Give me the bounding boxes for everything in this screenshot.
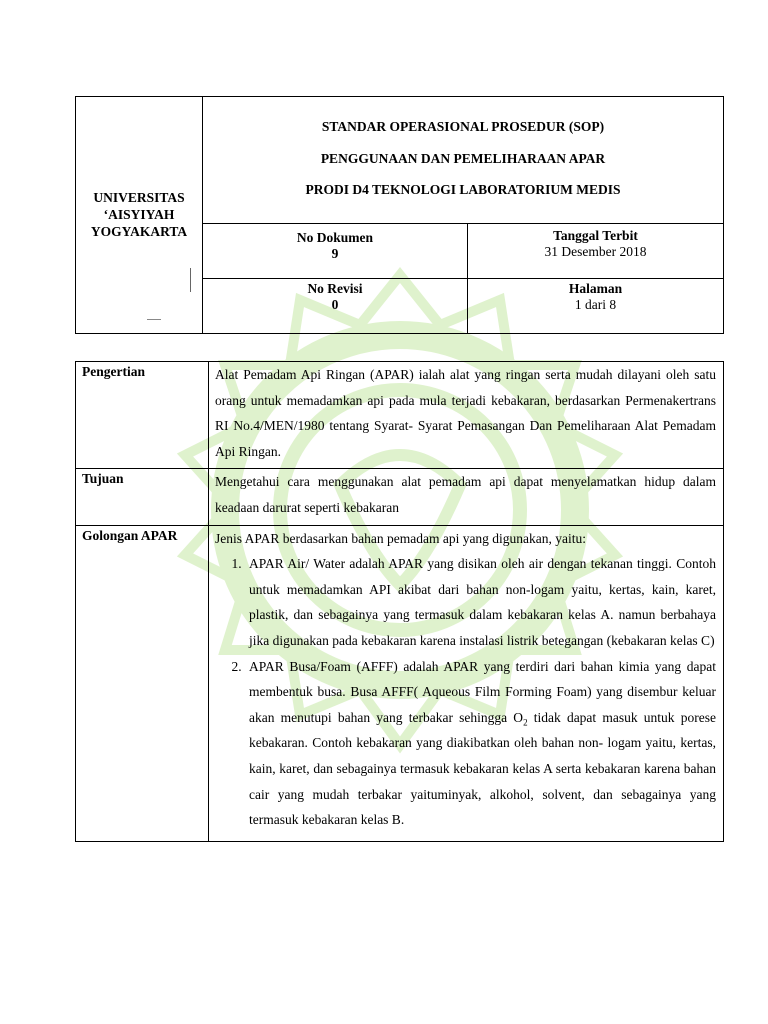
document-subtitle: PENGGUNAAN DAN PEMELIHARAAN APAR (320, 151, 606, 166)
institution-line-3: YOGYAKARTA (90, 223, 188, 239)
definition-text: Alat Pemadam Api Ringan (APAR) ialah alat yang ringan serta mudah dilayani oleh satu orang untuk memadamkan api pada mula terjadi kebakaran, berdasarkan Permenakertrans RI No.4/MEN/1980 tentang Syarat- Syarat Pemasangan Dan Pemeliharaan Alat Pemadam Api Ringan. (215, 367, 716, 459)
oxygen-subscript: 2 (523, 717, 528, 728)
list-item (245, 654, 716, 833)
sop-content-table (75, 361, 724, 842)
apar-foam-text-a: APAR Busa/Foam (AFFF) adalah APAR yang terdiri dari bahan kimia yang dapat membentuk busa. Busa AFFF( Aqueous Film Forming Foam) yang disembur keluar akan menutupi bahan yang terbakar sehingga O (249, 658, 716, 725)
list-item (245, 551, 716, 653)
definition-text-cell (209, 362, 724, 469)
revision-number-cell (203, 279, 468, 334)
apar-foam-text-b: tidak dapat masuk untuk porese kebakaran. Contoh kebakaran yang diakibatkan oleh bahan non- logam yaitu, kertas, kain, karet, dan sebagainya termasuk kebakaran kelas A serta kebakaran karena bahan cair yang mudah terbakar yaituminyak, alkohol, solvent, dan sebagainya yang termasuk kebakaran kelas B. (249, 709, 716, 828)
issue-date-value: 31 Desember 2018 (544, 244, 647, 259)
definition-row (76, 362, 724, 469)
institution-cell (76, 97, 203, 334)
apar-types-list (215, 551, 716, 833)
document-title: STANDAR OPERASIONAL PROSEDUR (SOP) (321, 119, 605, 134)
institution-line-2: ‘AISYIYAH (103, 206, 175, 222)
issue-date-label: Tanggal Terbit (553, 228, 638, 243)
purpose-row (76, 469, 724, 525)
apar-types-text-cell (209, 525, 724, 841)
purpose-text: Mengetahui cara menggunakan alat pemadam api dapat menyelamatkan hidup dalam keadaan darurat seperti kebakaran (215, 474, 716, 515)
page-number-cell (468, 279, 724, 334)
purpose-label: Tujuan (76, 469, 209, 525)
purpose-text-cell (209, 469, 724, 525)
apar-types-intro: Jenis APAR berdasarkan bahan pemadam api yang digunakan, yaitu: (215, 530, 587, 546)
program-name: PRODI D4 TEKNOLOGI LABORATORIUM MEDIS (305, 182, 621, 197)
page-number-value: 1 dari 8 (574, 297, 617, 312)
document-number-cell (203, 224, 468, 279)
document-title-cell (203, 97, 724, 224)
apar-types-row (76, 525, 724, 841)
document-number-value: 9 (331, 246, 339, 261)
institution-line-1: UNIVERSITAS (93, 189, 185, 205)
issue-date-cell (468, 224, 724, 279)
logo-remnant-line (190, 268, 191, 292)
revision-number-value: 0 (331, 297, 339, 312)
apar-water-text: APAR Air/ Water adalah APAR yang disikan oleh air dengan tekanan tinggi. Contoh untuk memadamkan API akibat dari bahan non-logam yaitu, kertas, kain, karet, plastik, dan sebagainya yang termasuk dalam kebakaran kelas A. namun berbahaya jika digunakan pada kebakaran karena instalasi listrik betegangan (kebakaran kelas C) (249, 556, 716, 648)
logo-remnant-dash (147, 319, 161, 320)
apar-types-label: Golongan APAR (76, 525, 209, 841)
revision-number-label: No Revisi (307, 281, 363, 296)
page-number-label: Halaman (568, 281, 623, 296)
definition-label: Pengertian (76, 362, 209, 469)
sop-header-table (75, 96, 724, 334)
document-number-label: No Dokumen (296, 230, 374, 245)
